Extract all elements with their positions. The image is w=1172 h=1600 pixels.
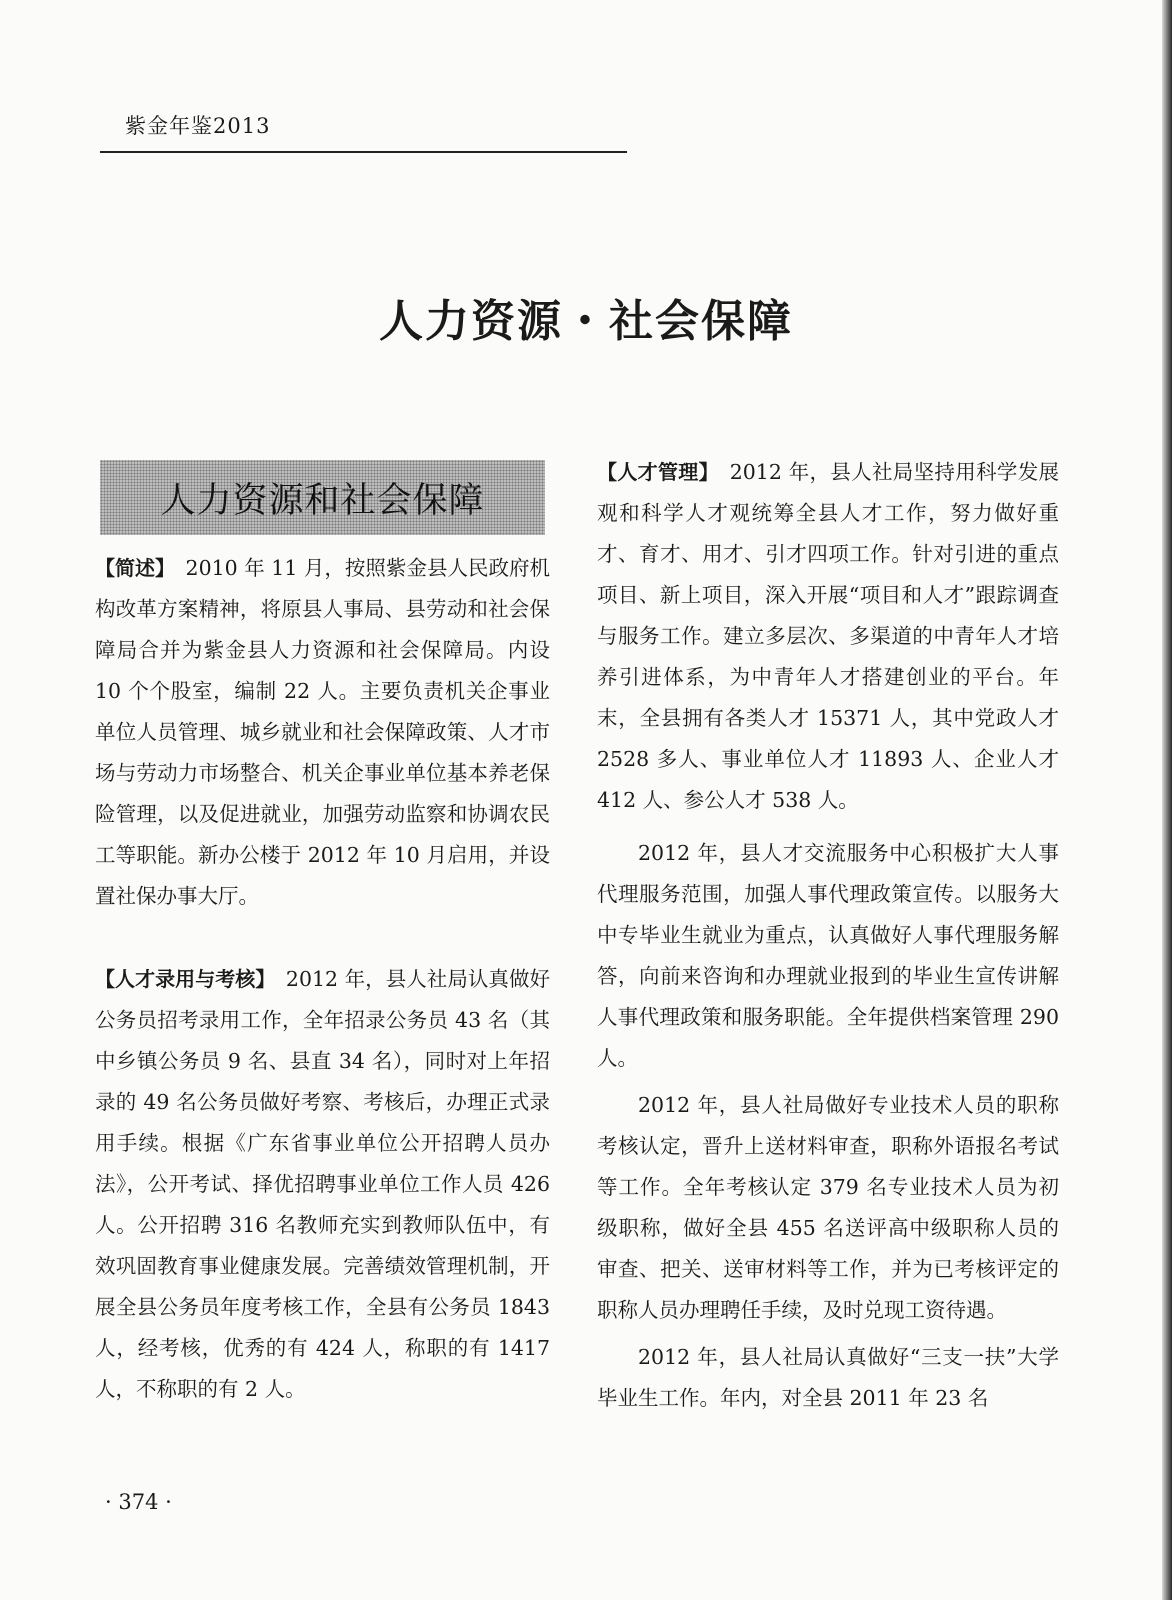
right-column <box>597 452 1059 1419</box>
recruitment-text: 2012 年，县人社局认真做好公务员招考录用工作，全年招录公务员 43 名（其中乡镇公务员 9 名、县直 34 名），同时对上年招录的 49 名公务员做好考察、考核后，办理正式录用手续。根据《广东省事业单位公开招聘人员办法》，公开考试、择优招聘事业单位工作人员 426 人。公开招聘 316 名教师充实到教师队伍中，有效巩固教育事业健康发展。完善绩效管理机制，开展全县公务员年度考核工作，全县有公务员 1843 人，经考核，优秀的有 424 人，称职的有 1417 人，不称职的有 2 人。 <box>95 967 551 1401</box>
overview-text: 2010 年 11 月，按照紫金县人民政府机构改革方案精神，将原县人事局、县劳动和社会保障局合并为紫金县人力资源和社会保障局。内设 10 个个股室，编制 22 人。主要负责机关企事业单位人员管理、城乡就业和社会保障政策、人才市场与劳动力市场整合、机关企事业单位基本养老保险管理，以及促进就业，加强劳动监察和协调农民工等职能。新办公楼于 2012 年 10 月启用，并设置社保办事大厅。 <box>95 556 551 908</box>
running-head: 紫金年鉴2013 <box>125 114 271 138</box>
overview-tag: 【简述】 <box>95 556 166 580</box>
left-column <box>95 548 550 1410</box>
body-paragraph: 2012 年，县人社局认真做好“三支一扶”大学毕业生工作。年内，对全县 2011 年 23 名 <box>597 1345 1059 1410</box>
body-paragraph: 2012 年，县人社局做好专业技术人员的职称考核认定，晋升上送材料审查，职称外语报名考试等工作。全年考核认定 379 名专业技术人员为初级职称，做好全县 455 名送评高中级职称人员的审查、把关、送审材料等工作，并为已考核评定的职称人员办理聘任手续，及时兑现工资待遇。 <box>597 1093 1059 1322</box>
page-number: · 374 · <box>105 1490 172 1514</box>
page-title: 人力资源・社会保障 <box>379 296 793 347</box>
talent-management-tag: 【人才管理】 <box>597 460 709 484</box>
recruitment-tag: 【人才录用与考核】 <box>95 967 266 991</box>
talent-management-paragraph <box>597 452 1059 821</box>
body-paragraph: 2012 年，县人才交流服务中心积极扩大人事代理服务范围，加强人事代理政策宣传。以服务大中专毕业生就业为重点，认真做好人事代理服务解答，向前来咨询和办理就业报到的毕业生宣传讲解人事代理政策和服务职能。全年提供档案管理 290 人。 <box>597 841 1059 1070</box>
talent-management-text: 2012 年，县人社局坚持用科学发展观和科学人才观统筹全县人才工作，努力做好重才、育才、用才、引才四项工作。针对引进的重点项目、新上项目，深入开展“项目和人才”跟踪调查与服务工作。建立多层次、多渠道的中青年人才培养引进体系，为中青年人才搭建创业的平台。年末，全县拥有各类人才 15371 人，其中党政人才 2528 多人、事业单位人才 11893 人、企业人才 412 人、参公人才 538 人。 <box>597 460 1060 812</box>
section-banner <box>100 460 545 535</box>
section-banner-text: 人力资源和社会保障 <box>160 480 485 521</box>
header-rule <box>100 151 627 153</box>
recruitment-paragraph <box>95 959 550 1410</box>
overview-paragraph <box>95 548 550 917</box>
page-edge-shadow <box>1162 0 1172 1600</box>
